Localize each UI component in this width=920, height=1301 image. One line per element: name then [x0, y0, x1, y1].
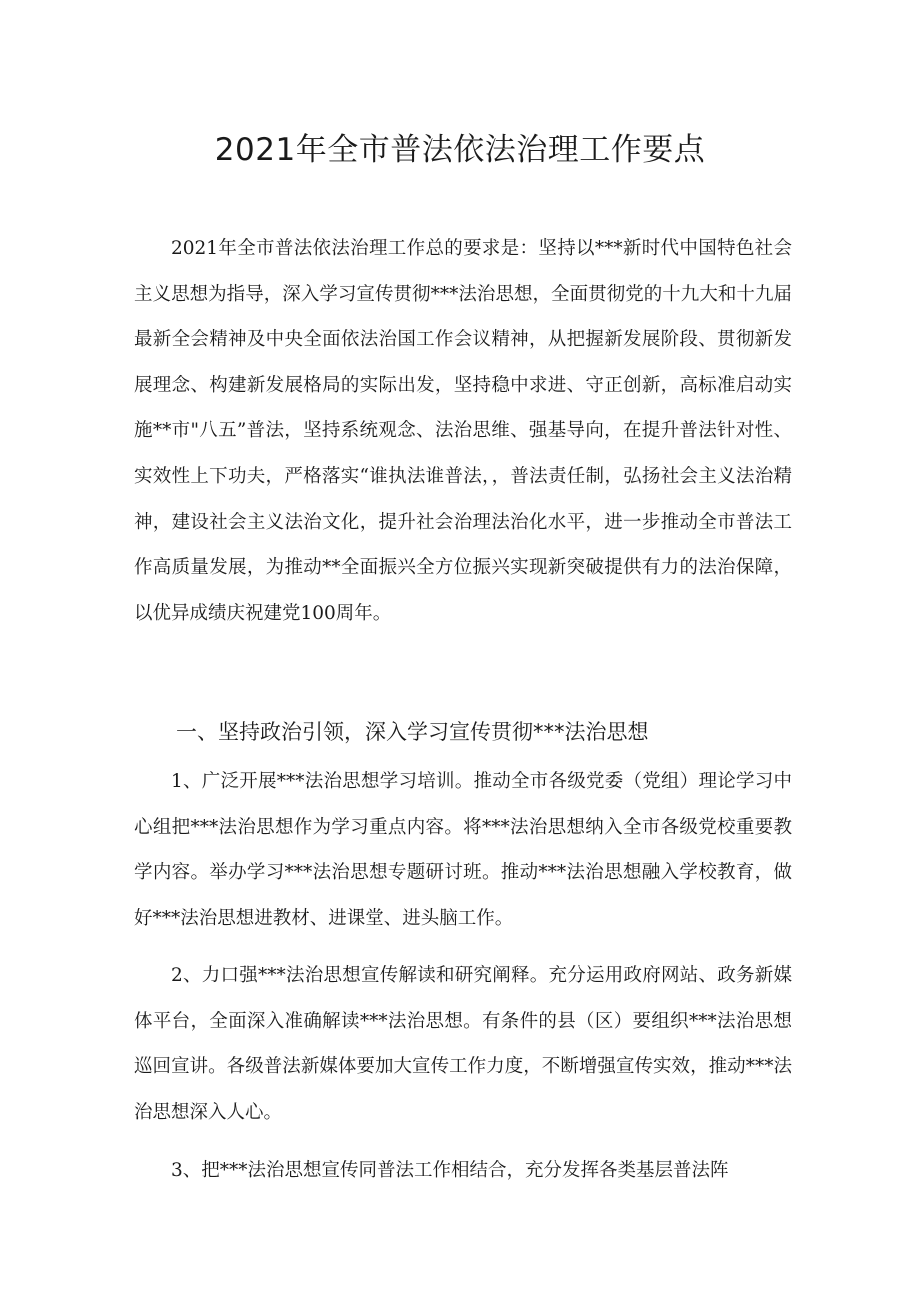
intro-paragraph: 2021年全市普法依法治理工作总的要求是：坚持以***新时代中国特色社会主义思想为指导，深入学习宣传贯彻***法治思想，全面贯彻党的十九大和十九届最新全会精神及中央全面依法治国工作会议精神，从把握新发展阶段、贯彻新发展理念、构建新发展格局的实际出发，坚持稳中求进、守正创新，高标准启动实施**市"八五”普法，坚持系统观念、法治思维、强基导向，在提升普法针对性、实效性上下功夫，严格落实“谁执法谁普法，，普法责任制，弘扬社会主义法治精神，建设社会主义法治文化，提升社会治理法治化水平，进一步推动全市普法工作高质量发展，为推动**全面振兴全方位振兴实现新突破提供有力的法治保障，以优异成绩庆祝建党100周年。: [134, 238, 792, 624]
document-title: 2021年全市普法依法治理工作要点: [214, 132, 706, 168]
section-1-item-2: 2、力口强***法治思想宣传解读和研究阐释。充分运用政府网站、政务新媒体平台，全面深入准确解读***法治思想。有条件的县（区）要组织***法治思想巡回宣讲。各级普法新媒体要加大宣传工作力度，不断增强宣传实效，推动***法治思想深入人心。: [134, 965, 792, 1123]
section-1-item-3: 3、把***法治思想宣传同普法工作相结合，充分发挥各类基层普法阵: [171, 1160, 729, 1181]
section-1-item-1: 1、广泛开展***法治思想学习培训。推动全市各级党委（党组）理论学习中心组把***法治思想作为学习重点内容。将***法治思想纳入全市各级党校重要教学内容。举办学习***法治思想专题研讨班。推动***法治思想融入学校教育，做好***法治思想进教材、进课堂、进头脑工作。: [134, 771, 792, 929]
section-heading-1: 一、坚持政治引领，深入学习宣传贯彻***法治思想: [176, 720, 649, 744]
